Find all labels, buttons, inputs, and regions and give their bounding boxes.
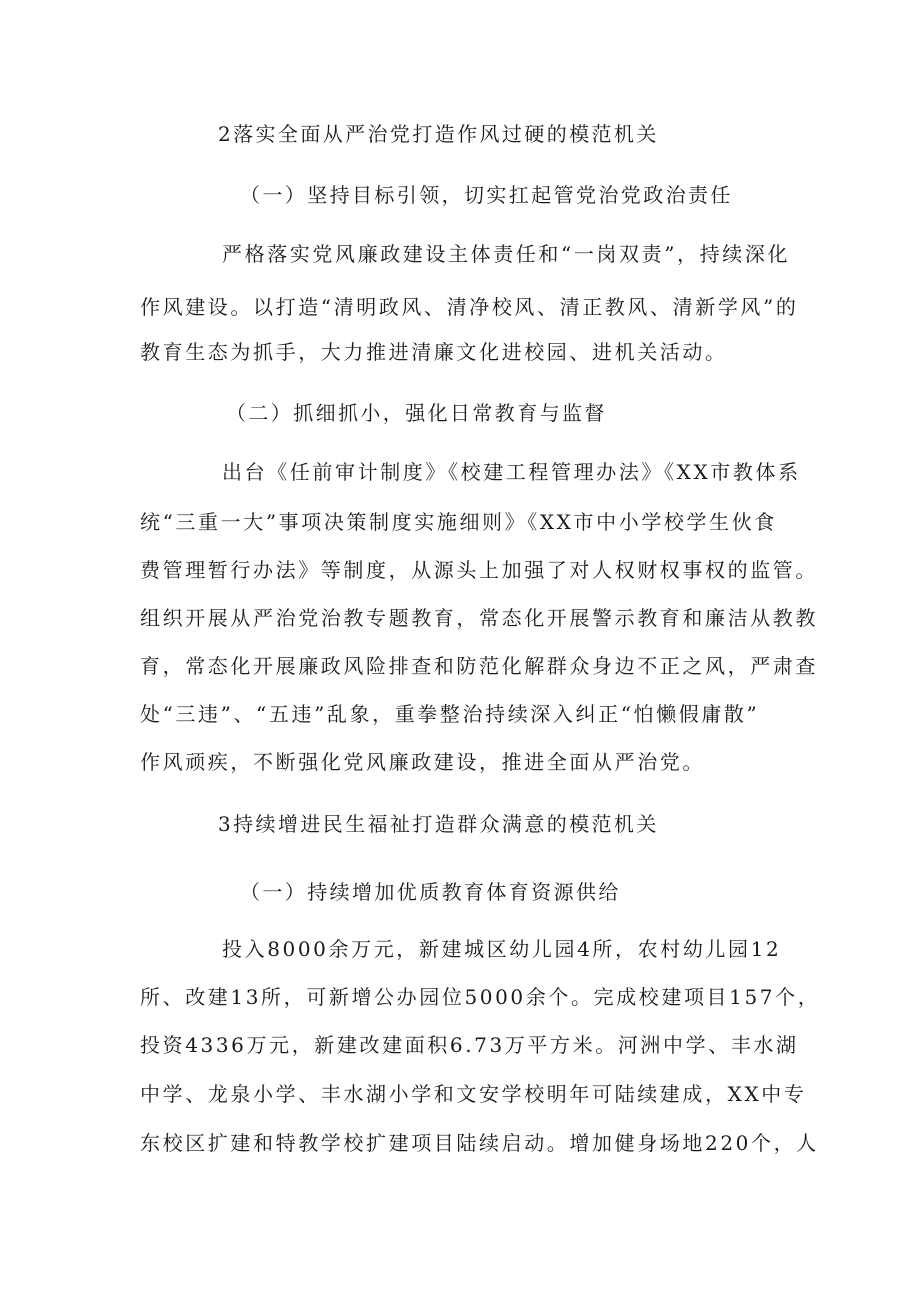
paragraph-line: 统“三重一大”事项决策制度实施细则》《XX市中小学校学生伙食 [140,510,777,534]
paragraph-line: 出台《任前审计制度》《校建工程管理办法》《XX市教体系 [222,460,801,484]
paragraph-line: 教育生态为抓手，大力推进清廉文化进校园、进机关活动。 [140,340,728,364]
paragraph-line: 所、改建13所，可新增公办园位5000余个。完成校建项目157个， [140,985,821,1009]
paragraph-line: 处“三违”、“五违”乱象，重拳整治持续深入纠正“怕懒假庸散” [140,702,760,726]
section-2-sub-2-heading: （二）抓细抓小，强化日常教育与监督 [226,401,607,425]
paragraph-line: 东校区扩建和特教学校扩建项目陆续启动。增加健身场地220个，人 [140,1131,819,1155]
section-2-title: 2落实全面从严治党打造作风过硬的模范机关 [218,122,659,146]
paragraph-line: 严格落实党风廉政建设主体责任和“一岗双责”，持续深化 [222,242,791,266]
paragraph-line: 作风建设。以打造“清明政风、清净校风、清正教风、清新学风”的 [140,295,799,319]
paragraph-line: 育，常态化开展廉政风险排查和防范化解群众身边不正之风，严肃查 [140,654,818,678]
paragraph-line: 投资4336万元，新建改建面积6.73万平方米。河洲中学、丰水湖 [140,1033,799,1057]
paragraph-line: 投入8000余万元，新建城区幼儿园4所，农村幼儿园12 [222,937,782,961]
paragraph-line: 中学、龙泉小学、丰水湖小学和文安学校明年可陆续建成，XX中专 [140,1082,807,1106]
paragraph-line: 费管理暂行办法》等制度，从源头上加强了对人权财权事权的监管。 [140,558,818,582]
paragraph-line: 组织开展从严治党治教专题教育，常态化开展警示教育和廉洁从教教 [140,606,818,630]
section-3-title: 3持续增进民生福祉打造群众满意的模范机关 [218,812,659,836]
section-2-sub-1-heading: （一）坚持目标引领，切实扛起管党治党政治责任 [240,183,733,207]
paragraph-line: 作风顽疾，不断强化党风廉政建设，推进全面从严治党。 [140,750,705,774]
section-3-sub-1-heading: （一）持续增加优质教育体育资源供给 [240,880,621,904]
